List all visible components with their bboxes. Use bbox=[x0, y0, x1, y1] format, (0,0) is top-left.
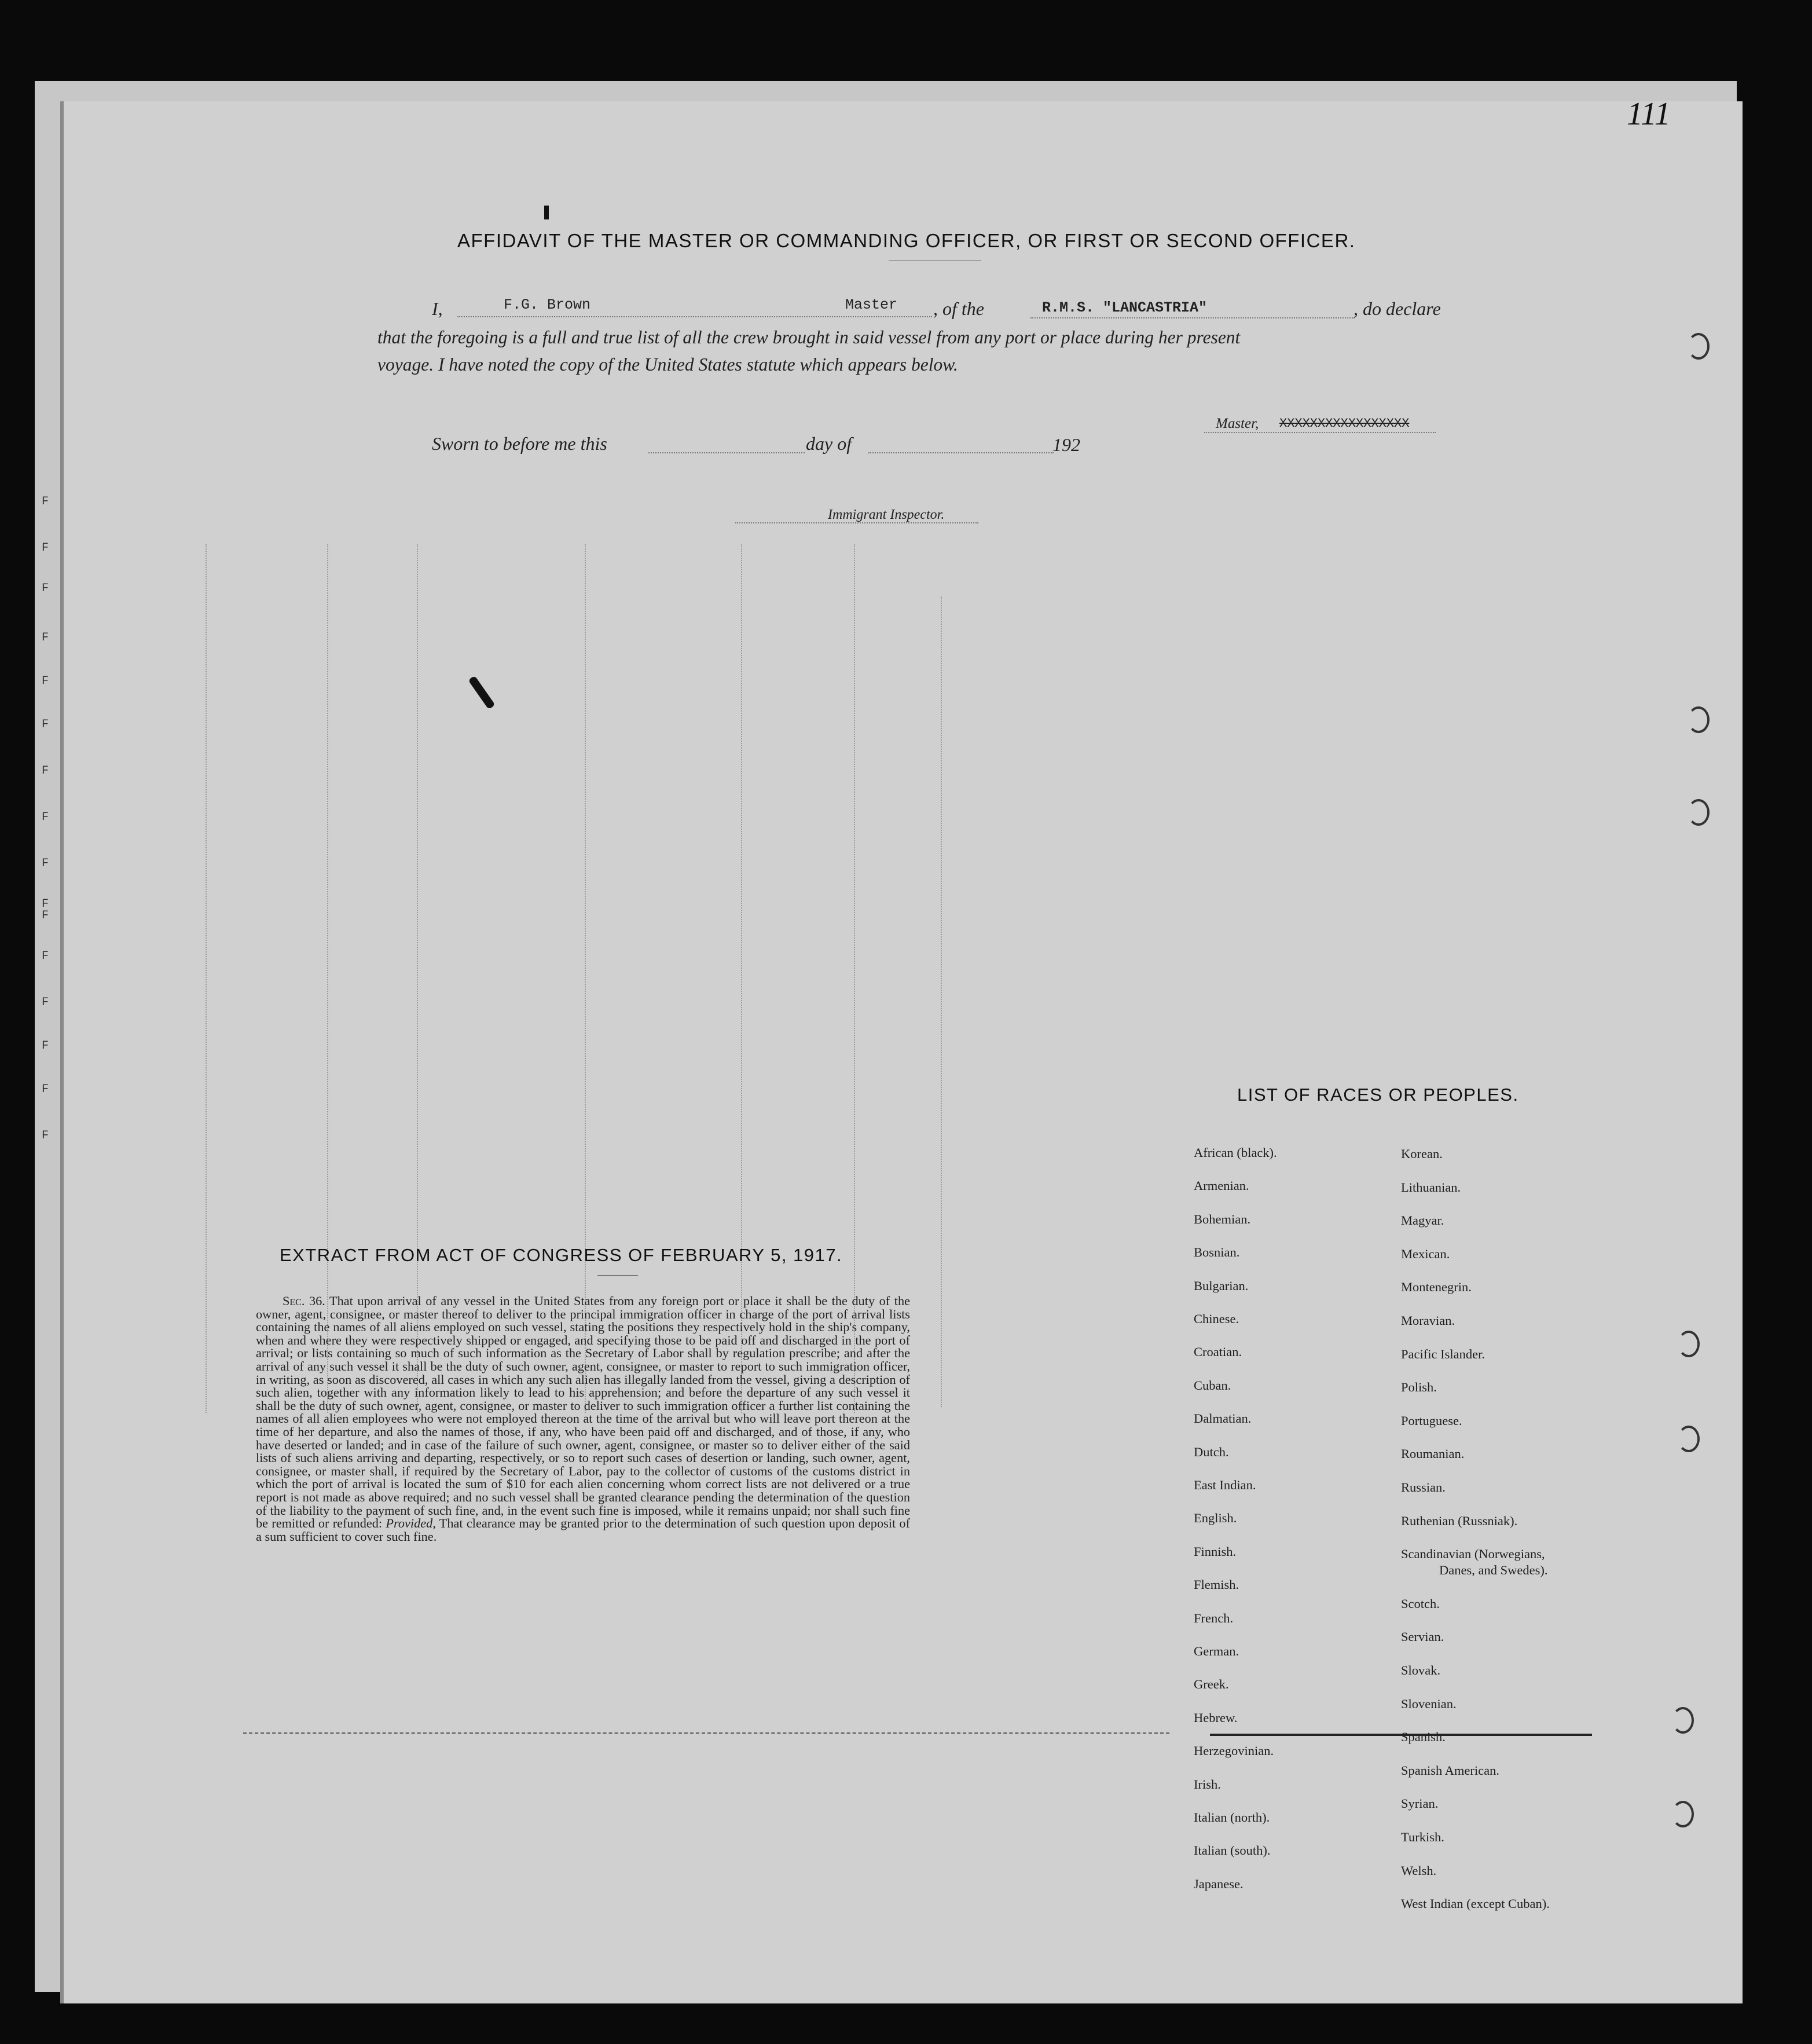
affidavit-heading: AFFIDAVIT OF THE MASTER OR COMMANDING OFFICER, OR FIRST OR SECOND OFFICER. bbox=[457, 230, 1356, 251]
margin-mark: F bbox=[42, 631, 49, 644]
race-item: Greek. bbox=[1194, 1677, 1229, 1692]
race-item: Italian (south). bbox=[1194, 1843, 1271, 1858]
punch-hole bbox=[1688, 706, 1710, 733]
vessel-line bbox=[1030, 317, 1355, 318]
race-item: Spanish American. bbox=[1401, 1763, 1499, 1778]
margin-mark: F bbox=[42, 811, 49, 824]
name-line bbox=[457, 316, 932, 317]
races-heading: LIST OF RACES OR PEOPLES. bbox=[1237, 1085, 1519, 1105]
affiant-name: F.G. Brown bbox=[504, 296, 591, 313]
column-rule bbox=[585, 544, 586, 1413]
race-item: Moravian. bbox=[1401, 1313, 1455, 1328]
race-item: Chinese. bbox=[1194, 1312, 1239, 1326]
race-item: Roumanian. bbox=[1401, 1446, 1465, 1461]
vessel-name: R.M.S. "LANCASTRIA" bbox=[1042, 299, 1208, 316]
race-item: Bohemian. bbox=[1194, 1211, 1251, 1226]
race-item: German. bbox=[1194, 1644, 1239, 1658]
race-item: Turkish. bbox=[1401, 1830, 1444, 1844]
race-item: West Indian (except Cuban). bbox=[1401, 1896, 1550, 1911]
race-item: Polish. bbox=[1401, 1380, 1437, 1395]
manifest-page bbox=[64, 101, 1743, 2003]
race-item: Dutch. bbox=[1194, 1444, 1229, 1459]
margin-mark: F bbox=[42, 898, 49, 911]
race-item: Scandinavian (Norwegians, bbox=[1401, 1547, 1545, 1562]
punch-hole bbox=[1678, 1331, 1700, 1357]
page-number: 111 bbox=[1627, 96, 1671, 132]
race-item: Syrian. bbox=[1401, 1796, 1439, 1811]
column-rule bbox=[854, 544, 855, 1413]
race-item: Herzegovinian. bbox=[1194, 1743, 1274, 1759]
race-item: Croatian. bbox=[1194, 1345, 1242, 1360]
smudged-rule bbox=[1210, 1734, 1592, 1736]
margin-mark: F bbox=[42, 582, 49, 595]
race-item: Flemish. bbox=[1194, 1577, 1239, 1592]
margin-mark: F bbox=[42, 857, 49, 870]
margin-mark: F bbox=[42, 764, 49, 778]
margin-mark: F bbox=[42, 996, 49, 1009]
race-item: African (black). bbox=[1194, 1145, 1277, 1160]
margin-mark: F bbox=[42, 1129, 49, 1142]
extract-heading: EXTRACT FROM ACT OF CONGRESS OF FEBRUARY 5, 1917. bbox=[280, 1245, 843, 1265]
race-item: Scotch. bbox=[1401, 1596, 1440, 1611]
margin-mark: F bbox=[42, 1083, 49, 1096]
race-item: Pacific Islander. bbox=[1401, 1346, 1485, 1361]
race-item: Ruthenian (Russniak). bbox=[1401, 1513, 1518, 1528]
margin-mark: F bbox=[42, 541, 49, 555]
signature-line bbox=[1204, 432, 1436, 433]
margin-mark: F bbox=[42, 950, 49, 963]
race-item: Bulgarian. bbox=[1194, 1278, 1249, 1293]
race-item: Cuban. bbox=[1194, 1378, 1231, 1393]
ink-mark bbox=[544, 206, 549, 219]
race-item: French. bbox=[1194, 1610, 1234, 1625]
extract-heading-underline bbox=[597, 1275, 638, 1276]
race-item: Slovenian. bbox=[1401, 1696, 1457, 1711]
race-item: Bosnian. bbox=[1194, 1245, 1240, 1260]
statute-text bbox=[256, 1295, 910, 1543]
punch-hole bbox=[1678, 1426, 1700, 1452]
punch-hole bbox=[1672, 1707, 1694, 1734]
race-item: Irish. bbox=[1194, 1776, 1221, 1792]
statute-body: That upon arrival of any vessel in the United States from any foreign port or place it shall be the duty of the owner, agent, consignee, or master thereof to deliver to the principal immigration officer in charge of the port of arrival lists containing the names of all aliens employed on such vessel, stating the positions they respectively hold in the ship's company, when and where they were respectively shipped or engaged, and specifying those to be paid off and discharged in the port of arrival; or lists containing so much of such information as the Secretary of Labor shall by regulation prescribe; and after the arrival of any such vessel it shall be the duty of such owner, agent, consignee, or master to report to such immigration officer, in writing, as soon as discovered, all cases in which any such alien has illegally landed from the vessel, giving a description of such alien, together with any information likely to lead to his apprehension; and before the departure of any such vessel it shall be the duty of such owner, agent, consignee, or master to deliver to such immigration officer a further list containing the names of all alien employees who were not employed thereon at the time of the arrival but who will leave port thereon at the time of her departure, and also the names of those, if any, who have been paid off and discharged, and of those, if any, who have deserted or landed; and in case of the failure of such owner, agent, consignee, or master so to deliver either of the said lists of such aliens arriving and departing, respectively, or so to report such cases of desertion or landing, such owner, agent, consignee, or master shall, if required by the Secretary of Labor, pay to the collector of customs of the customs district in which the port of arrival is located the sum of $10 for each alien concerning whom correct lists are not delivered or a true report is not made as above required; and no such vessel shall be granted clearance pending the determination of the question of the liability to the payment of such fine, and, in the event such fine is imposed, while it remains unpaid; nor shall such fine be remitted or refunded: bbox=[256, 1294, 910, 1531]
do-declare: , do declare bbox=[1354, 298, 1441, 319]
margin-mark: F bbox=[42, 1039, 49, 1053]
race-item: Korean. bbox=[1401, 1146, 1443, 1161]
punch-hole bbox=[1688, 333, 1710, 360]
struck-title: XXXXXXXXXXXXXXXXX bbox=[1279, 416, 1410, 431]
race-item: Dalmatian. bbox=[1194, 1411, 1252, 1426]
punch-hole bbox=[1672, 1801, 1694, 1827]
race-item: Japanese. bbox=[1194, 1876, 1244, 1891]
race-item: East Indian. bbox=[1194, 1478, 1256, 1492]
race-item: Welsh. bbox=[1401, 1863, 1437, 1878]
race-item: Lithuanian. bbox=[1401, 1179, 1461, 1195]
column-rule bbox=[206, 544, 207, 1413]
race-item: Slovak. bbox=[1401, 1663, 1441, 1677]
margin-mark: F bbox=[42, 495, 49, 508]
race-item: Danes, and Swedes). bbox=[1439, 1563, 1548, 1578]
signature-label: Master, bbox=[1216, 416, 1259, 431]
faded-rule bbox=[243, 1732, 1169, 1734]
race-item: Russian. bbox=[1401, 1480, 1446, 1494]
declaration-line-3: voyage. I have noted the copy of the United States statute which appears below. bbox=[377, 354, 958, 375]
race-item: Mexican. bbox=[1401, 1246, 1450, 1261]
race-item: Montenegrin. bbox=[1401, 1280, 1472, 1295]
affiant-rank: Master bbox=[845, 296, 898, 313]
provided-word: Provided, bbox=[386, 1516, 436, 1531]
race-item: Hebrew. bbox=[1194, 1710, 1238, 1725]
day-of: day of bbox=[806, 433, 852, 454]
sworn-text: Sworn to before me this bbox=[432, 433, 607, 454]
column-rule bbox=[941, 596, 942, 1407]
race-item: English. bbox=[1194, 1511, 1237, 1526]
margin-mark: F bbox=[42, 718, 49, 731]
statute-proviso: That clearance may be granted prior to the determination of such question upon deposit of a sum sufficient to cover such fine. bbox=[256, 1516, 910, 1544]
of-the: , of the bbox=[933, 298, 984, 319]
sworn-month-line bbox=[868, 452, 1054, 453]
column-rule bbox=[327, 544, 328, 1413]
race-item: Portuguese. bbox=[1401, 1413, 1462, 1428]
column-rule bbox=[741, 544, 742, 1413]
race-item: Magyar. bbox=[1401, 1213, 1444, 1228]
race-item: Armenian. bbox=[1194, 1178, 1249, 1193]
sworn-day-line bbox=[648, 452, 805, 453]
affidavit-i: I, bbox=[432, 298, 443, 319]
declaration-line-2: that the foregoing is a full and true list of all the crew brought in said vessel from any port or place during her present bbox=[377, 327, 1241, 347]
year-prefix: 192 bbox=[1052, 434, 1080, 455]
race-item: Servian. bbox=[1401, 1629, 1444, 1644]
column-rule bbox=[417, 544, 418, 1413]
inspector-label: Immigrant Inspector. bbox=[828, 507, 945, 522]
race-item: Spanish. bbox=[1401, 1730, 1446, 1745]
race-item: Finnish. bbox=[1194, 1544, 1237, 1559]
margin-mark: F bbox=[42, 909, 49, 922]
margin-mark: F bbox=[42, 675, 49, 688]
section-label: Sec. 36. bbox=[283, 1294, 325, 1308]
race-item: Italian (north). bbox=[1194, 1810, 1270, 1825]
punch-hole bbox=[1688, 799, 1710, 826]
